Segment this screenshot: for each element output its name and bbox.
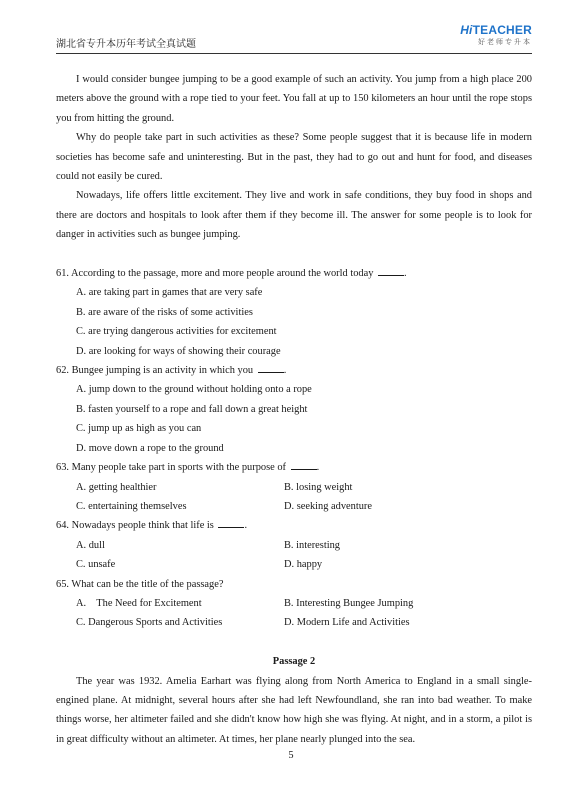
passage-paragraph-2: Why do people take part in such activities as these? Some people suggest that it is because life in modern societies has become safe and uninteresting. But in the past, they had to go out and hunt for food, and diseases could not easily be cured. <box>56 132 532 183</box>
answer-blank <box>291 459 317 470</box>
logo-prefix: Hi <box>460 23 473 37</box>
option-row <box>76 594 532 613</box>
question-stem: 63. Many people take part in sports with the purpose of <box>56 462 286 474</box>
option: C. Dangerous Sports and Activities <box>76 617 223 629</box>
answer-blank <box>218 517 244 528</box>
header-title: 湖北省专升本历年考试全真试题 <box>56 39 196 50</box>
option-row <box>76 555 532 574</box>
option: D. seeking adventure <box>284 500 373 512</box>
option: B. are aware of the risks of some activities <box>76 306 253 318</box>
header-divider <box>56 53 532 54</box>
question-63: 63. Many people take part in sports with the purpose of . <box>56 458 532 477</box>
page-number: 5 <box>288 750 294 761</box>
logo-brand <box>460 24 532 37</box>
question-62: 62. Bungee jumping is an activity in which you . <box>56 361 532 380</box>
question-61: 61. According to the passage, more and more people around the world today . <box>56 264 532 283</box>
option: A. jump down to the ground without holding onto a rope <box>76 384 312 396</box>
passage-paragraph-3: Nowadays, life offers little excitement. They live and work in safe conditions, they buy food in shops and there are doctors and hospitals to look after them if they become ill. The answer for some people is to look for danger in activities such as bungee jumping. <box>56 190 532 241</box>
page-header <box>56 24 532 54</box>
question-stem: 61. According to the passage, more and more people around the world today <box>56 268 374 280</box>
passage-paragraph-1: I would consider bungee jumping to be a good example of such an activity. You jump from a high place 200 meters above the ground with a rope tied to your feet. You fall at up to 150 kilometers an hour until the rope stops you from hitting the ground. <box>56 74 532 124</box>
answer-blank <box>378 265 404 276</box>
option-row <box>76 478 532 497</box>
option: D. happy <box>284 559 323 571</box>
question-stem: 62. Bungee jumping is an activity in which you <box>56 365 254 377</box>
option: C. jump up as high as you can <box>76 423 202 435</box>
option-row <box>76 613 532 632</box>
logo-brand-text: TEACHER <box>472 23 532 37</box>
question-65: 65. What can be the title of the passage? <box>56 578 224 590</box>
teacher-logo <box>460 24 532 47</box>
option: A. are taking part in games that are very safe <box>76 287 263 299</box>
option: D. Modern Life and Activities <box>284 617 410 629</box>
option: D. are looking for ways of showing their courage <box>76 345 281 357</box>
option-row <box>76 497 532 516</box>
option: A. getting healthier <box>76 481 157 493</box>
passage-2-paragraph: The year was 1932. Amelia Earhart was flying along from North America to England in a small single-engined plane. At midnight, several hours after she had left Newfoundland, she ran into bad weather. To make things worse, her altimeter failed and she didn't know how high she was flying. At night, and in a storm, a pilot is in great difficulty without an altimeter. At times, her plane nearly plunged into the sea. <box>56 675 532 745</box>
question-stem: 64. Nowadays people think that life is <box>56 520 214 532</box>
spacer <box>56 633 532 652</box>
question-64: 64. Nowadays people think that life is . <box>56 516 532 535</box>
option: C. unsafe <box>76 559 116 571</box>
option: C. entertaining themselves <box>76 500 187 512</box>
option: A. dull <box>76 539 105 551</box>
logo-subtitle: 好老师专升本 <box>478 38 532 46</box>
option: D. move down a rope to the ground <box>76 442 224 454</box>
spacer <box>56 245 532 264</box>
option-row <box>76 536 532 555</box>
answer-blank <box>258 362 284 373</box>
option: B. Interesting Bungee Jumping <box>284 597 414 609</box>
option: B. losing weight <box>284 481 353 493</box>
option: C. are trying dangerous activities for excitement <box>76 326 277 338</box>
option: A. The Need for Excitement <box>76 597 202 609</box>
passage-2-title: Passage 2 <box>272 656 316 668</box>
option: B. fasten yourself to a rope and fall down a great height <box>76 403 308 415</box>
option: B. interesting <box>284 539 340 551</box>
page-content <box>56 70 532 749</box>
